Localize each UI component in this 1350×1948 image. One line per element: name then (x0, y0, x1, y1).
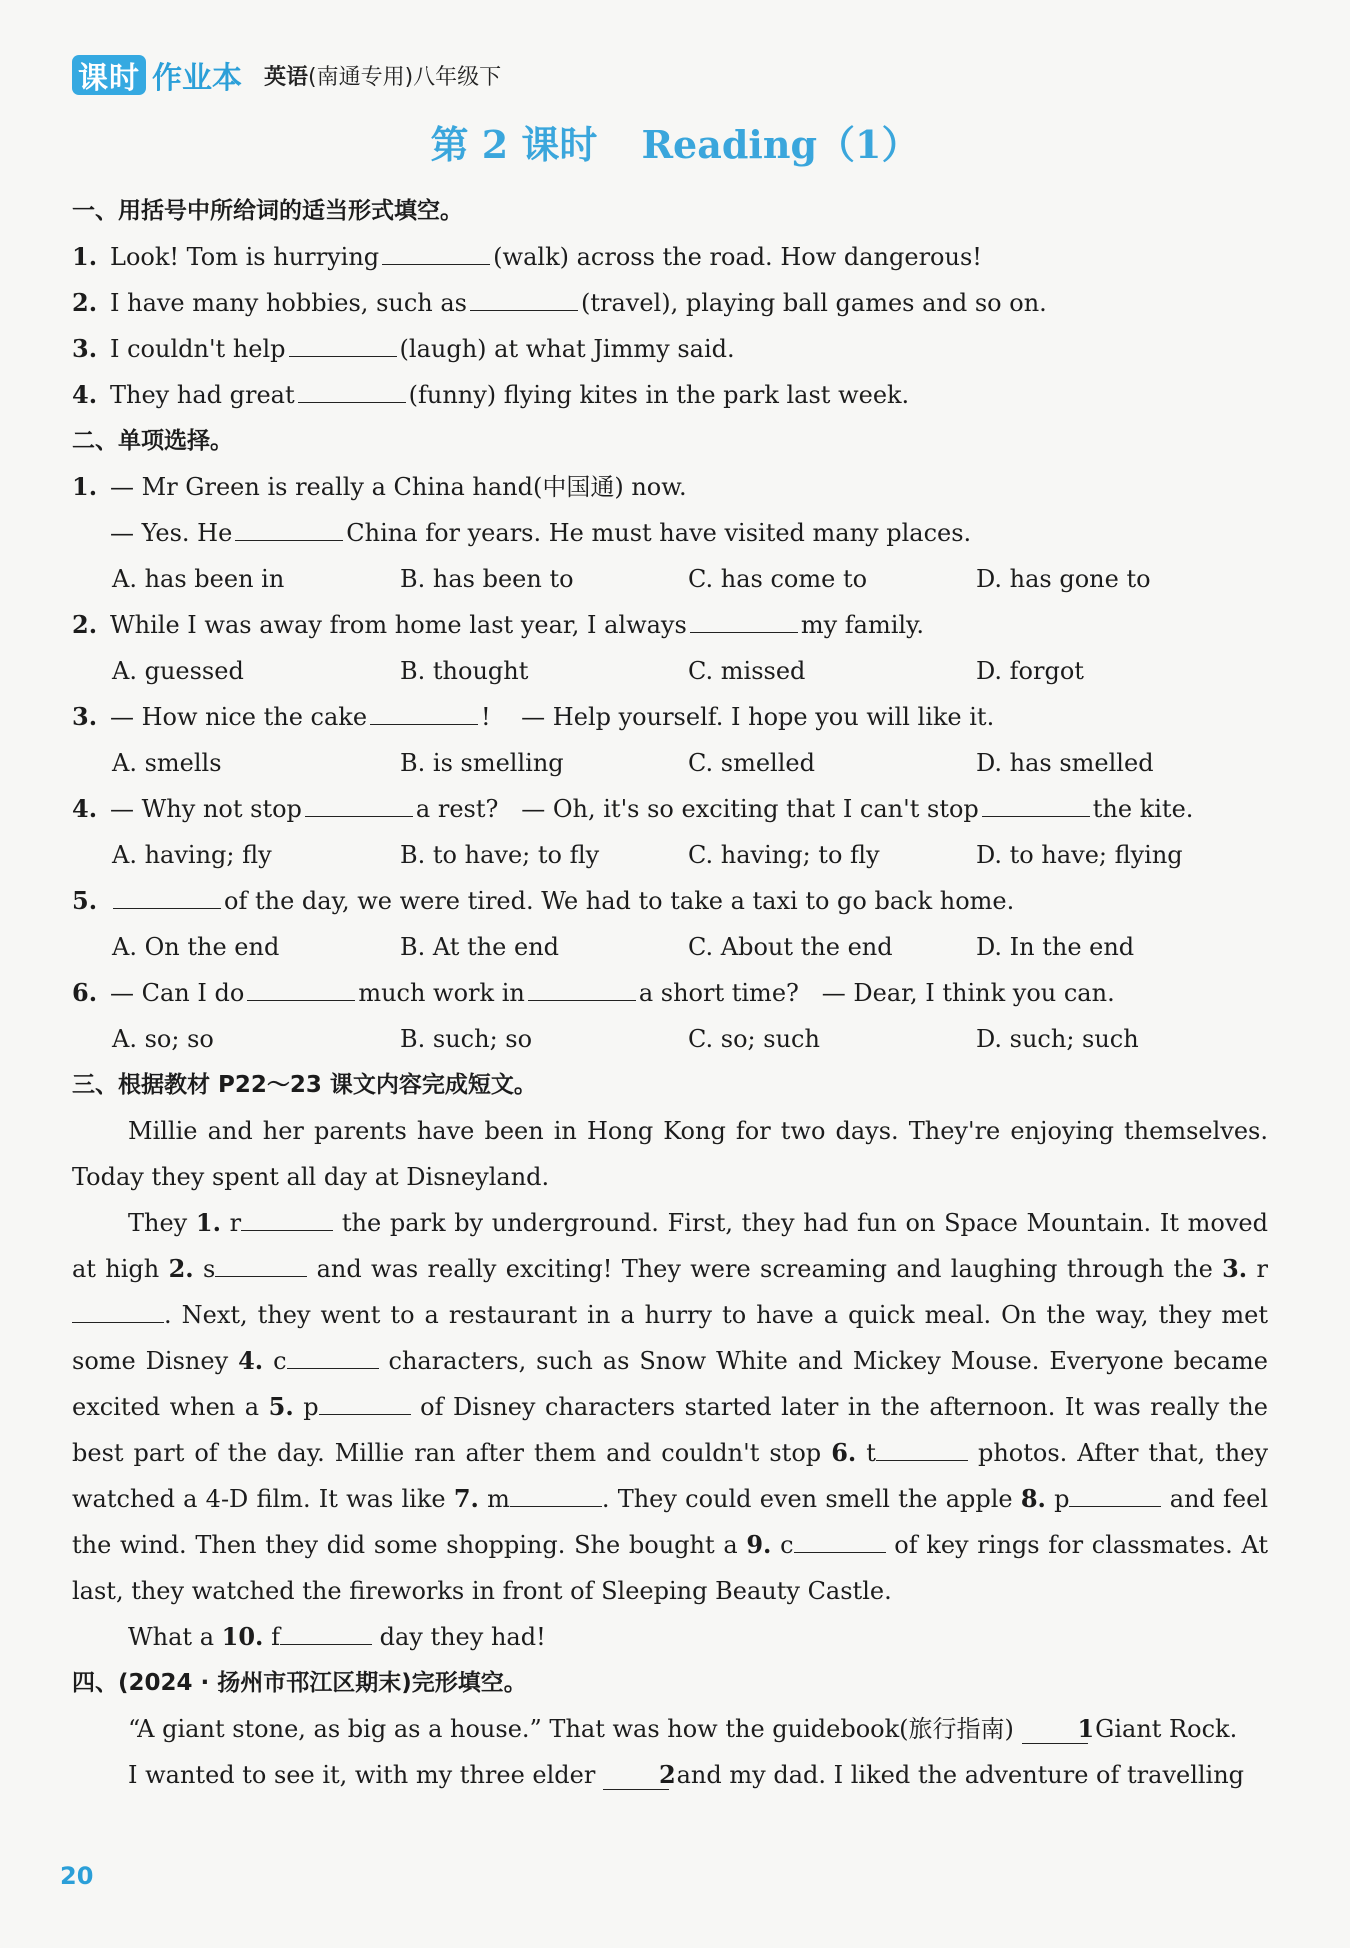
fill-question (72, 326, 1268, 372)
section-heading: 一、用括号中所给词的适当形式填空。 (72, 198, 463, 224)
question-text: — Yes. He (110, 519, 233, 547)
option-d[interactable]: D. forgot (976, 657, 1084, 685)
logo-text: 作业本 (152, 61, 242, 96)
options-row (72, 1016, 1268, 1062)
first-letter: r (229, 1209, 242, 1237)
question-text: (laugh) at what Jimmy said. (399, 335, 735, 363)
answer-blank[interactable] (794, 1530, 886, 1553)
option-d[interactable]: D. has gone to (976, 565, 1151, 593)
question-number: 1. (72, 472, 98, 501)
cloze-paragraph (72, 1706, 1268, 1752)
blank-number: 7. (453, 1484, 479, 1513)
answer-blank[interactable] (247, 976, 355, 1001)
question-number: 4. (72, 794, 98, 823)
mc-question (72, 694, 1268, 740)
question-number: 3. (72, 702, 98, 731)
answer-blank[interactable] (241, 1208, 333, 1231)
options-row (72, 924, 1268, 970)
question-text: much work in (358, 979, 525, 1007)
option-b[interactable]: B. to have; to fly (400, 841, 600, 869)
answer-blank[interactable] (215, 1254, 307, 1277)
passage-text: What a (128, 1623, 215, 1651)
answer-blank[interactable] (113, 884, 221, 909)
first-letter: c (273, 1347, 287, 1375)
options-row (72, 648, 1268, 694)
cloze-paragraph (72, 1752, 1268, 1798)
cloze-blank[interactable]: 2 (603, 1761, 669, 1790)
passage-text: characters, such as Snow White and Mickey Mouse. Everyone became excited when a (72, 1347, 1268, 1421)
option-a[interactable]: A. so; so (112, 1025, 214, 1053)
question-text: — Mr Green is really a China hand(中国通) now. (110, 473, 687, 501)
fill-question (72, 234, 1268, 280)
subject-name: 英语 (264, 64, 309, 90)
option-b[interactable]: B. thought (400, 657, 529, 685)
option-d[interactable]: D. has smelled (976, 749, 1154, 777)
question-text: I couldn't help (110, 335, 286, 363)
option-c[interactable]: C. so; such (688, 1025, 820, 1053)
passage-text: and feel the wind. Then they did some shopping. She bought a (72, 1485, 1269, 1559)
passage-text: the park by underground. First, they had fun on Space Mountain. It moved at high (72, 1209, 1268, 1283)
answer-blank[interactable] (690, 608, 798, 633)
question-text: I have many hobbies, such as (110, 289, 467, 317)
answer-blank[interactable] (280, 1622, 372, 1645)
answer-blank[interactable] (510, 1484, 602, 1507)
cloze-blank[interactable]: 1 (1022, 1715, 1088, 1744)
passage-text: of Disney characters started later in the afternoon. It was really the best part of the day. Millie ran after them and couldn't stop (72, 1393, 1268, 1467)
question-number: 2. (72, 610, 98, 639)
option-d[interactable]: D. to have; flying (976, 841, 1183, 869)
first-letter: s (202, 1255, 216, 1283)
first-letter: m (487, 1485, 510, 1513)
passage-text: Giant Rock. (1095, 1715, 1238, 1743)
answer-blank[interactable] (982, 792, 1090, 817)
passage-text: I wanted to see it, with my three elder (128, 1761, 596, 1789)
mc-question (72, 786, 1268, 832)
option-c[interactable]: C. having; to fly (688, 841, 880, 869)
blank-number: 9. (746, 1530, 772, 1559)
lesson-topic: Reading（1） (641, 122, 920, 167)
question-text: my family. (800, 611, 925, 639)
passage-text: and my dad. I liked the adventure of travelling (676, 1761, 1245, 1789)
option-a[interactable]: A. smells (112, 749, 222, 777)
subject-label (264, 60, 501, 91)
answer-blank[interactable] (298, 378, 406, 403)
brand-logo (72, 53, 242, 97)
blank-number: 2. (168, 1254, 194, 1283)
mc-question-line (72, 510, 1268, 556)
section-heading: 二、单项选择。 (72, 428, 233, 454)
first-letter: p (303, 1393, 319, 1421)
question-text: — Why not stop (110, 795, 302, 823)
passage-paragraph (72, 1200, 1268, 1614)
section-heading: 三、根据教材 P22～23 课文内容完成短文。 (72, 1072, 537, 1098)
blank-number: 1. (195, 1208, 221, 1237)
question-number: 6. (72, 978, 98, 1007)
first-letter: c (780, 1531, 794, 1559)
question-text: — Can I do (110, 979, 245, 1007)
answer-blank[interactable] (382, 240, 490, 265)
answer-blank[interactable] (305, 792, 413, 817)
answer-blank[interactable] (235, 516, 343, 541)
question-text: (travel), playing ball games and so on. (581, 289, 1047, 317)
answer-blank[interactable] (319, 1392, 411, 1415)
option-b[interactable]: B. At the end (400, 933, 560, 961)
first-letter: r (1256, 1255, 1268, 1283)
option-a[interactable]: A. guessed (112, 657, 244, 685)
question-text: They had great (110, 381, 295, 409)
passage-text: of key rings for classmates. At last, they watched the fireworks in front of Sleeping Beauty Castle. (72, 1531, 1268, 1605)
subject-detail: (南通专用)八年级下 (308, 64, 502, 90)
question-number: 3. (72, 334, 98, 363)
passage-text: and was really exciting! They were screaming and laughing through the (316, 1255, 1213, 1283)
question-text: a short time? — Dear, I think you can. (638, 979, 1115, 1007)
question-text: (walk) across the road. How dangerous! (493, 243, 982, 271)
blank-number: 4. (238, 1346, 264, 1375)
blank-number: 10. (221, 1622, 264, 1651)
passage-text: photos. After that, they watched a 4-D film. It was like (72, 1439, 1269, 1513)
blank-number: 6. (831, 1438, 857, 1467)
passage-text: . They could even smell the apple (601, 1485, 1013, 1513)
options-row (72, 740, 1268, 786)
question-text: (funny) flying kites in the park last week. (408, 381, 910, 409)
answer-blank[interactable] (1069, 1484, 1161, 1507)
answer-blank[interactable] (876, 1438, 968, 1461)
mc-question (72, 602, 1268, 648)
passage-paragraph (72, 1614, 1268, 1660)
logo-badge: 课时 (72, 55, 146, 95)
answer-blank[interactable] (370, 700, 478, 725)
passage-text: “A giant stone, as big as a house.” That was how the guidebook(旅行指南) (128, 1715, 1014, 1743)
question-number: 1. (72, 242, 98, 271)
fill-question (72, 372, 1268, 418)
option-b[interactable]: B. has been to (400, 565, 574, 593)
mc-question (72, 464, 1268, 510)
option-b[interactable]: B. such; so (400, 1025, 533, 1053)
question-number: 2. (72, 288, 98, 317)
option-a[interactable]: A. On the end (112, 933, 280, 961)
section-heading: 四、(2024 · 扬州市邗江区期末)完形填空。 (72, 1670, 527, 1696)
blank-number: 3. (1222, 1254, 1248, 1283)
option-c[interactable]: C. has come to (688, 565, 868, 593)
first-letter: t (866, 1439, 876, 1467)
question-text: — How nice the cake (110, 703, 368, 731)
blank-number: 8. (1020, 1484, 1046, 1513)
option-c[interactable]: C. smelled (688, 749, 815, 777)
answer-blank[interactable] (287, 1346, 379, 1369)
passage-text: They (128, 1209, 188, 1237)
passage-text: . Next, they went to a restaurant in a hurry to have a quick meal. On the way, they met some Disney (72, 1301, 1268, 1375)
blank-number: 5. (268, 1392, 294, 1421)
option-c[interactable]: C. missed (688, 657, 806, 685)
option-b[interactable]: B. is smelling (400, 749, 564, 777)
question-text: ! — Help yourself. I hope you will like it. (481, 703, 995, 731)
option-a[interactable]: A. having; fly (112, 841, 272, 869)
question-number: 4. (72, 380, 98, 409)
mc-question (72, 970, 1268, 1016)
answer-blank[interactable] (289, 332, 397, 357)
exercise-content (72, 188, 1268, 1798)
first-letter: f (271, 1623, 280, 1651)
option-d[interactable]: D. In the end (976, 933, 1135, 961)
answer-blank[interactable] (528, 976, 636, 1001)
passage-text: day they had! (379, 1623, 546, 1651)
question-text: a rest? — Oh, it's so exciting that I can't stop (415, 795, 979, 823)
question-text: China for years. He must have visited many places. (346, 519, 972, 547)
answer-blank[interactable] (470, 286, 578, 311)
fill-question (72, 280, 1268, 326)
question-text: While I was away from home last year, I always (110, 611, 687, 639)
page-number: 20 (60, 1862, 94, 1890)
question-text: the kite. (1092, 795, 1194, 823)
mc-question (72, 878, 1268, 924)
options-row (72, 832, 1268, 878)
option-d[interactable]: D. such; such (976, 1025, 1139, 1053)
question-number: 5. (72, 886, 98, 915)
lesson-title (0, 114, 1350, 169)
first-letter: p (1054, 1485, 1070, 1513)
question-text: of the day, we were tired. We had to take a taxi to go back home. (224, 887, 1015, 915)
answer-blank[interactable] (72, 1300, 164, 1323)
options-row (72, 556, 1268, 602)
question-text: Look! Tom is hurrying (110, 243, 380, 271)
page-header (72, 48, 501, 102)
passage-paragraph: Millie and her parents have been in Hong Kong for two days. They're enjoying themselves. Today they spent all day at Disneyland. (72, 1117, 1268, 1191)
option-c[interactable]: C. About the end (688, 933, 893, 961)
option-a[interactable]: A. has been in (112, 565, 285, 593)
lesson-number: 第 2 课时 (430, 122, 598, 167)
